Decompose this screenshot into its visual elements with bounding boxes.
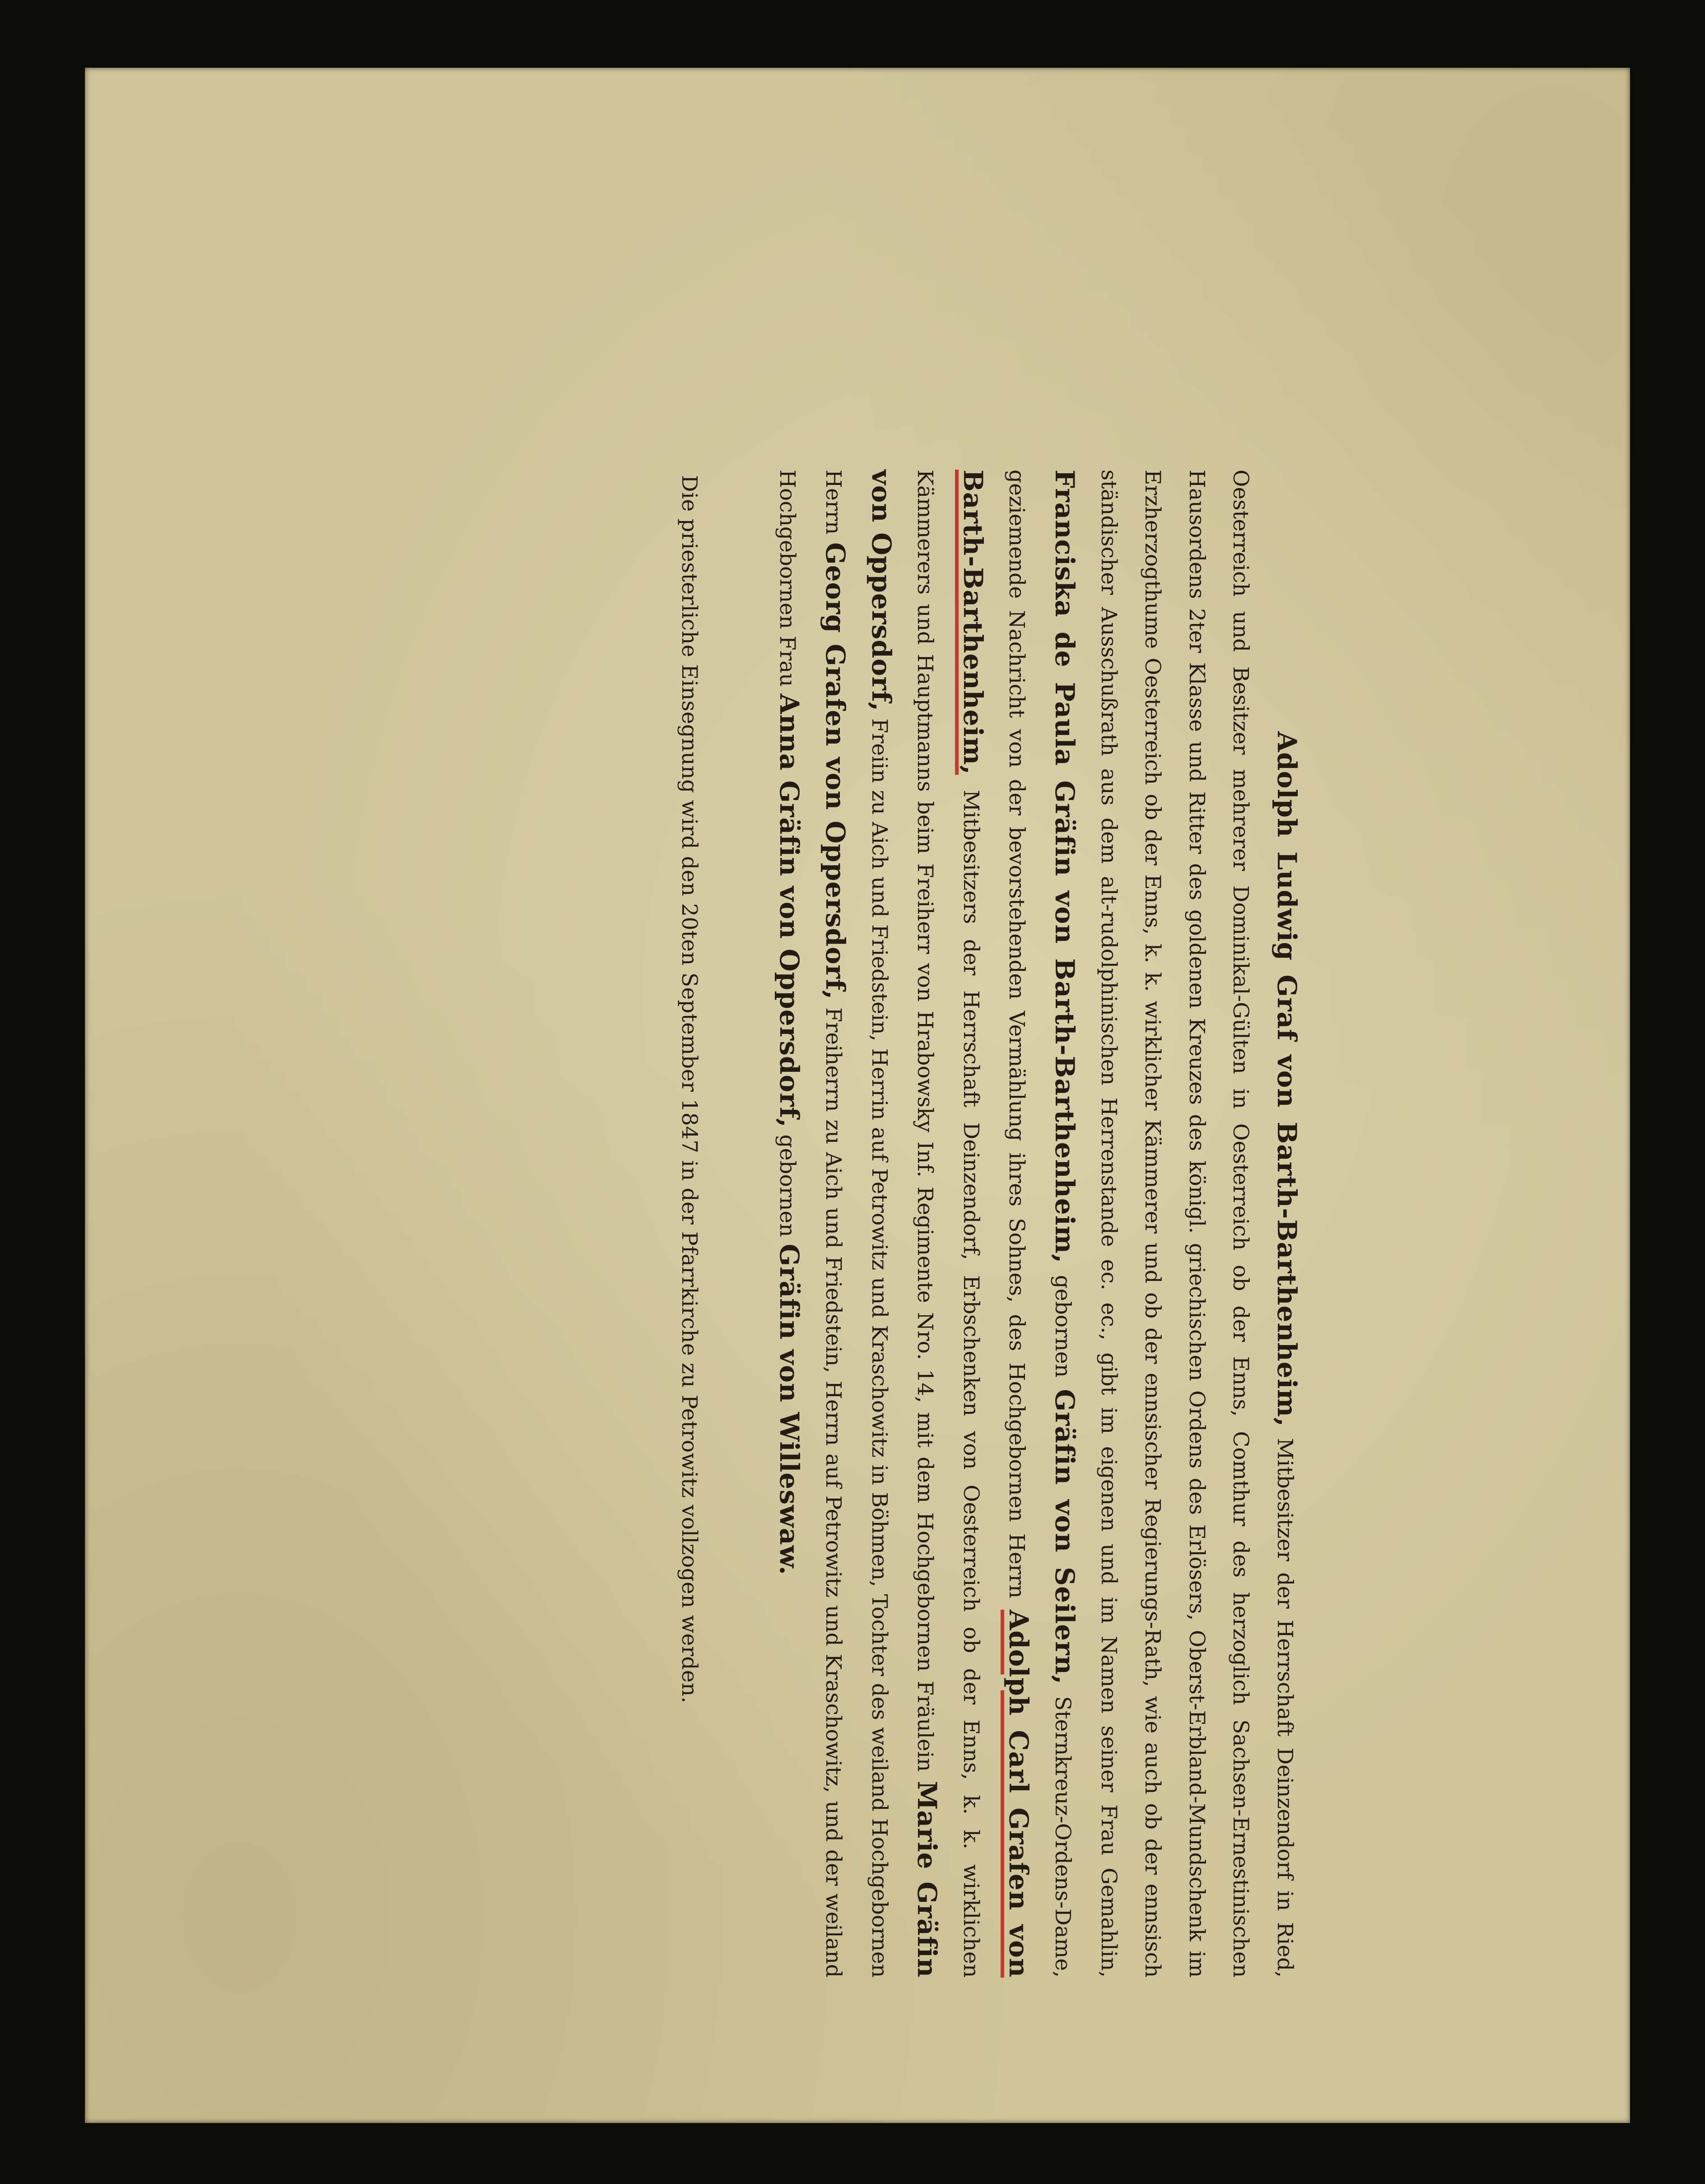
bride-mother-born-label: gebornen bbox=[775, 1134, 800, 1237]
groom-name: Adolph Carl Grafen von Barth-Barthenheim, bbox=[957, 470, 1034, 1978]
ceremony-notice: Die priesterliche Einsegnung wird den 20ten September 1847 in der Pfarrkirche zu Petrowitz vollzogen werden. bbox=[676, 475, 702, 1704]
mother-maiden-name: Gräfin von Seilern, bbox=[1049, 1389, 1081, 1685]
father-name: Adolph Ludwig Graf von Barth-Barthenheim, bbox=[1272, 731, 1302, 1427]
bride-titles: Freiin zu Aich und Friedstein, Herrin auf Petrowitz und Kraschowitz in Böhmen, Tochter des weiland Hochgebornen Herrn bbox=[821, 470, 892, 1978]
printed-announcement bbox=[663, 470, 1309, 1978]
paper-sheet bbox=[85, 68, 1630, 2123]
mother-name: Franciska de Paula Gräfin von Barth-Barthenheim, bbox=[1049, 470, 1081, 1264]
announcement-paragraph bbox=[765, 470, 1309, 1978]
bride-name: Marie Gräfin von Oppersdorf, bbox=[866, 470, 943, 1978]
bride-mother-maiden-name: Gräfin von Willeswaw. bbox=[774, 1243, 805, 1575]
bride-father-titles: Freiherrn zu Aich und Friedstein, Herrn auf Petrowitz und Kraschowitz, und der weiland Hochgebornen Frau bbox=[775, 470, 846, 1978]
groom-titles: Mitbesitzers der Herrschaft Deinzendorf, Erbschenken von Oesterreich ob der Enns, k. k. wirklichen Kämmerers und Hauptmanns beim Freiherr von Hrabowsky Inf. Regimente Nro. 14, mit dem Hochgebornen Fräulein bbox=[913, 470, 983, 1978]
mother-order-text: Sternkreuz-Ordens-Dame, geziemende Nachricht von der bevorstehenden Vermählung ihres Sohnes, des Hochgebornen Herrn bbox=[1004, 470, 1076, 1978]
bride-father-name: Georg Grafen von Oppersdorf, bbox=[820, 542, 851, 1000]
bride-mother-name: Anna Gräfin von Oppersdorf, bbox=[774, 694, 805, 1128]
father-titles: Mitbesitzer der Herrschaft Deinzendorf in Ried, Oesterreich und Besitzer mehrerer Dominikal-Gülten in Oesterreich ob der Enns, Comthur des herzoglich Sachsen-Ernestinischen Hausordens 2ter Klasse und Ritter des goldenen Kreuzes des königl. griechischen Ordens des Erlösers, Oberst-Erbland-Mundschenk im Erzherzogthume Oesterreich ob der Enns, k. k. wirklicher Kämmerer und ob der ennsischer Regierungs-Rath, wie auch ob der ennsisch ständischer Ausschußrath aus dem alt-rudolphinischen Herrenstande ec. ec., gibt im eigenen und im Namen seiner Frau Gemahlin, bbox=[1096, 470, 1297, 1978]
mother-born-label: gebornen bbox=[1050, 1275, 1076, 1378]
